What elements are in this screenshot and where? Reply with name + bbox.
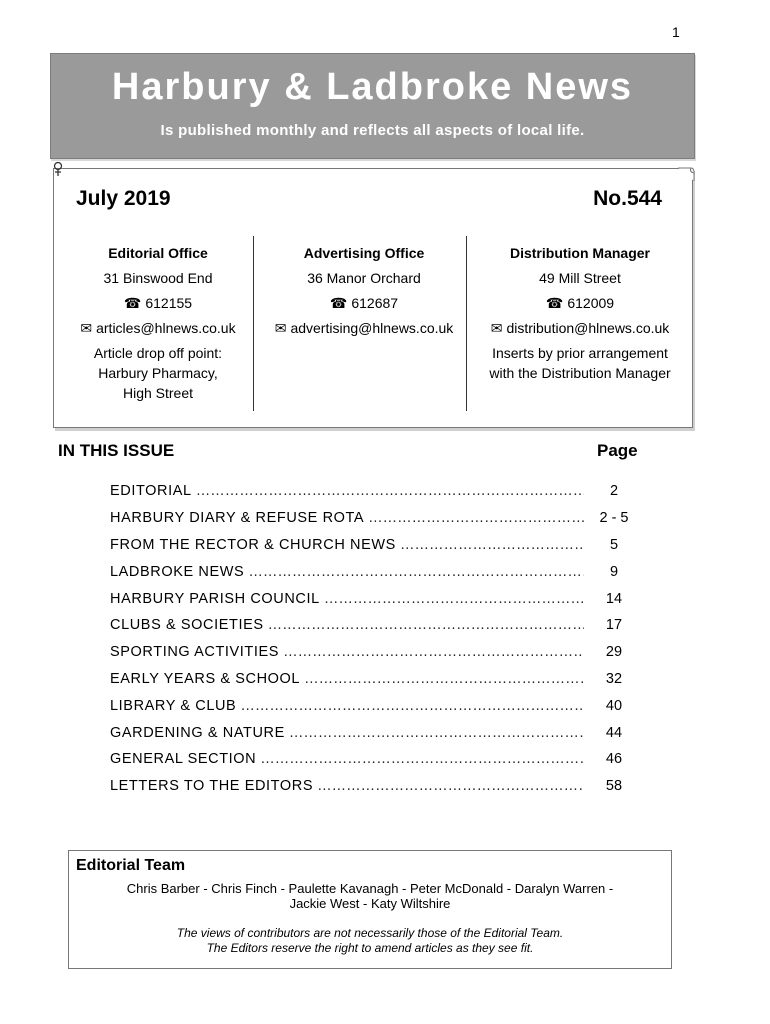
dot-leader: [248, 564, 584, 580]
contents-item-page: 2 - 5: [599, 510, 629, 527]
dot-leader: [317, 778, 584, 794]
office-note: [468, 343, 692, 383]
contents-item-title: LADBROKE NEWS: [110, 563, 245, 580]
office-phone: 612155: [145, 295, 193, 311]
dot-leader: [324, 591, 584, 607]
names-line: Jackie West - Katy Wiltshire: [289, 896, 451, 911]
office-phone-row: [468, 291, 692, 316]
envelope-icon: ✉: [80, 320, 93, 336]
scroll-corner-icon: [52, 161, 64, 177]
contents-item-title: GENERAL SECTION: [110, 751, 257, 768]
page-curl-icon: [677, 166, 695, 182]
contents-item-page: 40: [605, 697, 623, 714]
office-phone: 612009: [567, 295, 615, 311]
contents-item[interactable]: [110, 505, 640, 532]
office-email[interactable]: articles@hlnews.co.uk: [96, 320, 236, 336]
office-address: 31 Binswood End: [103, 270, 213, 286]
contents-item-page: 44: [605, 724, 623, 741]
office-email-row: [468, 316, 692, 341]
contents-item-page: 17: [605, 617, 623, 634]
office-phone-row: [58, 291, 258, 316]
dot-leader: [196, 483, 584, 499]
dot-leader: [260, 751, 584, 767]
issue-number: No.544: [593, 187, 662, 210]
note-line: Harbury Pharmacy,: [98, 365, 218, 381]
office-email[interactable]: advertising@hlnews.co.uk: [290, 320, 454, 336]
office-address: 49 Mill Street: [539, 270, 621, 286]
contents-heading: IN THIS ISSUE: [58, 441, 175, 460]
contents-item[interactable]: [110, 666, 640, 693]
contents-item-title: CLUBS & SOCIETIES: [110, 617, 264, 634]
note-line: Inserts by prior arrangement: [492, 345, 668, 361]
column-divider: [466, 236, 467, 411]
issue-date: July 2019: [76, 187, 171, 210]
telephone-icon: ☎: [545, 295, 564, 311]
contents-item-title: GARDENING & NATURE: [110, 724, 285, 741]
dot-leader: [268, 617, 584, 633]
contents-item-page: 5: [609, 536, 619, 553]
contents-item-title: LETTERS TO THE EDITORS: [110, 778, 314, 795]
names-line: Chris Barber - Chris Finch - Paulette Kavanagh - Peter McDonald - Daralyn Warren -: [126, 881, 614, 896]
note-line: Article drop off point:: [93, 345, 223, 361]
contents-item-page: 14: [605, 590, 623, 607]
contents-item[interactable]: [110, 639, 640, 666]
contents-item-title: HARBURY PARISH COUNCIL: [110, 590, 320, 607]
editorial-team-box: [68, 850, 672, 969]
contents-page-heading: Page: [597, 441, 638, 460]
contents-item[interactable]: [110, 532, 640, 559]
contents-item[interactable]: [110, 478, 640, 505]
contents-item-page: 29: [605, 644, 623, 661]
table-of-contents: [110, 478, 640, 800]
contents-item-title: EDITORIAL: [110, 483, 192, 500]
office-title: Advertising Office: [303, 245, 425, 261]
newsletter-title: Harbury & Ladbroke News: [111, 66, 634, 108]
dot-leader: [240, 698, 584, 714]
column-divider: [253, 236, 254, 411]
office-title: Editorial Office: [108, 245, 208, 261]
contents-item-title: LIBRARY & CLUB: [110, 697, 237, 714]
contents-item-page: 46: [605, 751, 623, 768]
contents-item-page: 9: [609, 563, 619, 580]
contents-item-page: 32: [605, 670, 623, 687]
envelope-icon: ✉: [490, 320, 503, 336]
note-line: High Street: [122, 385, 194, 401]
note-line: with the Distribution Manager: [489, 365, 671, 381]
dot-leader: [283, 644, 584, 660]
dot-leader: [368, 510, 584, 526]
telephone-icon: ☎: [123, 295, 142, 311]
contents-item[interactable]: [110, 746, 640, 773]
editorial-office: [58, 241, 258, 403]
office-title: Distribution Manager: [509, 245, 650, 261]
editorial-disclaimer: [79, 926, 661, 956]
dot-leader: [304, 671, 584, 687]
dot-leader: [400, 537, 584, 553]
disclaimer-line: The Editors reserve the right to amend articles as they see fit.: [206, 941, 534, 955]
contents-item[interactable]: [110, 773, 640, 800]
editorial-team-names: [89, 881, 651, 911]
contents-item[interactable]: [110, 612, 640, 639]
contents-item-title: FROM THE RECTOR & CHURCH NEWS: [110, 536, 396, 553]
envelope-icon: ✉: [274, 320, 287, 336]
office-phone-row: [264, 291, 464, 316]
contents-item-title: SPORTING ACTIVITIES: [110, 644, 280, 661]
office-email-row: [58, 316, 258, 341]
contents-item-page: 2: [609, 483, 619, 500]
contents-item[interactable]: [110, 719, 640, 746]
office-note: [58, 343, 258, 403]
contents-item[interactable]: [110, 558, 640, 585]
office-email[interactable]: distribution@hlnews.co.uk: [506, 320, 670, 336]
contents-item[interactable]: [110, 692, 640, 719]
page-number: 1: [672, 24, 680, 40]
contents-item-title: EARLY YEARS & SCHOOL: [110, 670, 301, 687]
masthead: [50, 53, 695, 159]
office-email-row: [264, 316, 464, 341]
editorial-team-heading: Editorial Team: [76, 857, 186, 874]
distribution-manager: [468, 241, 692, 383]
contents-item-page: 58: [605, 778, 623, 795]
advertising-office: [264, 241, 464, 341]
office-address: 36 Manor Orchard: [307, 270, 421, 286]
dot-leader: [289, 725, 584, 741]
telephone-icon: ☎: [329, 295, 348, 311]
contents-item[interactable]: [110, 585, 640, 612]
office-phone: 612687: [351, 295, 399, 311]
issue-info-box: [53, 168, 693, 428]
newsletter-subtitle: Is published monthly and reflects all aspects of local life.: [160, 122, 585, 139]
contents-item-title: HARBURY DIARY & REFUSE ROTA: [110, 510, 365, 527]
disclaimer-line: The views of contributors are not necessarily those of the Editorial Team.: [176, 926, 564, 940]
